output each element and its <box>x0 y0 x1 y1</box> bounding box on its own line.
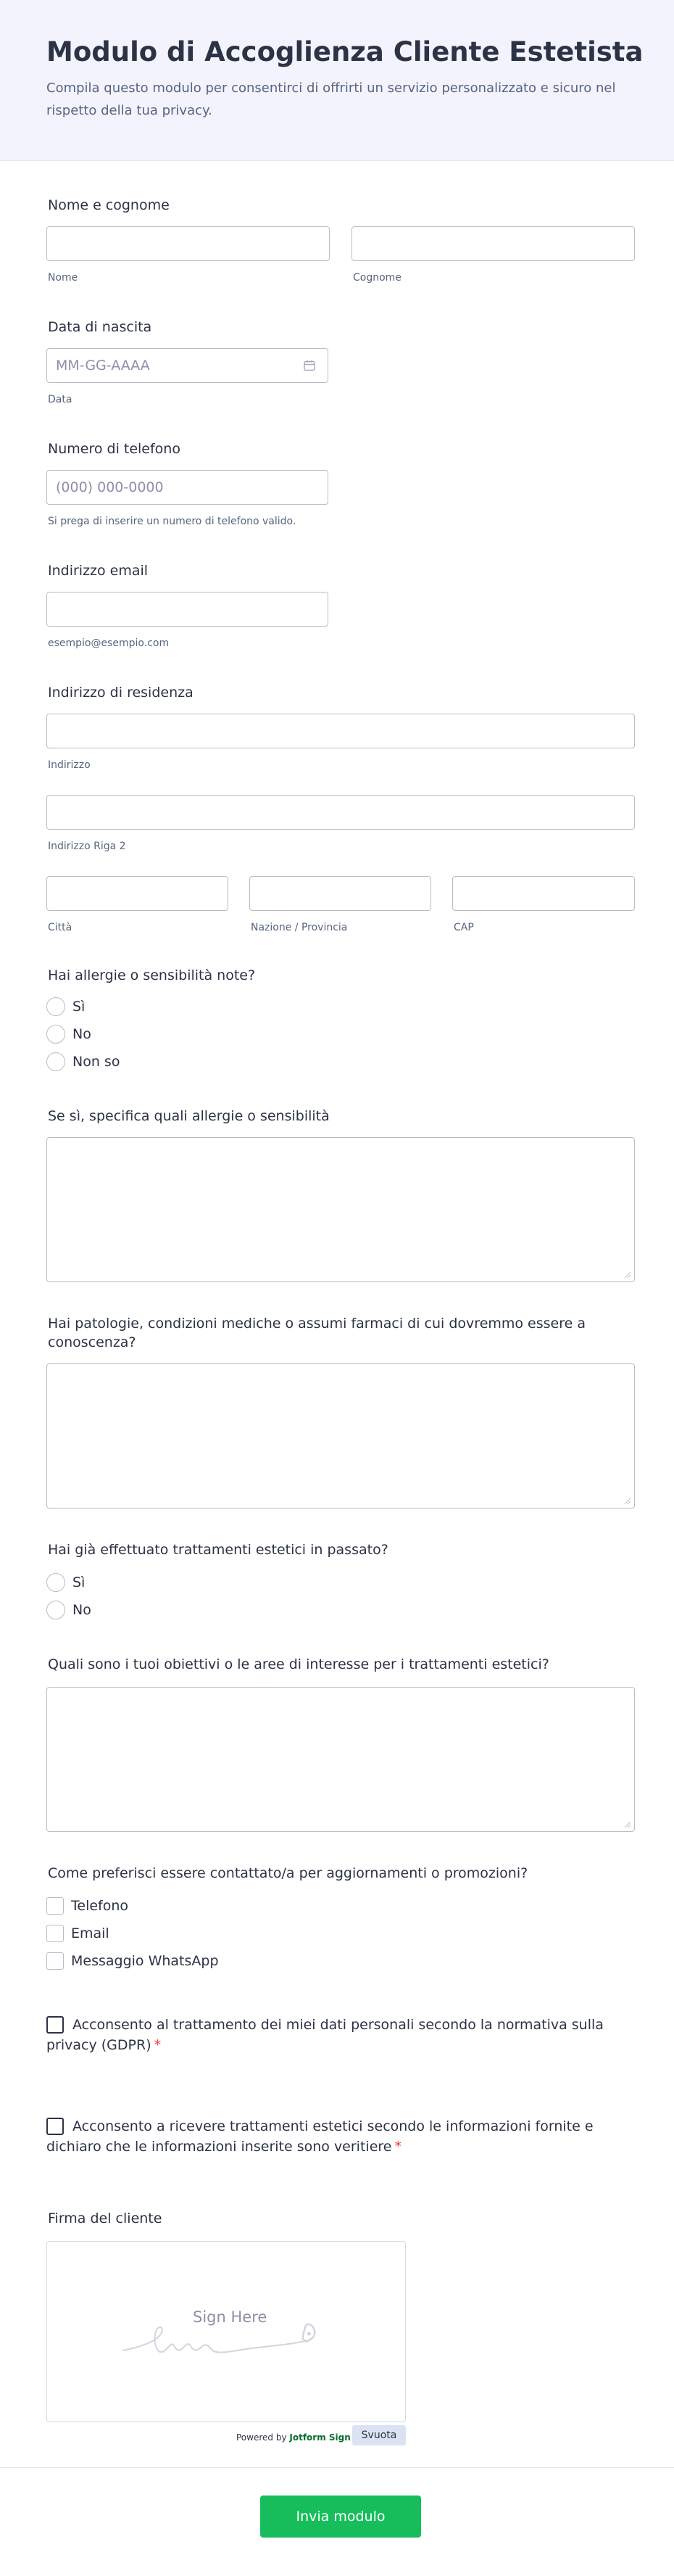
option-label: Sì <box>72 999 86 1015</box>
birthdate-input[interactable] <box>46 348 328 383</box>
contact-pref-option-email[interactable] <box>46 1923 109 1944</box>
email-label: Indirizzo email <box>48 563 149 579</box>
signature-scribble-icon <box>120 2307 337 2365</box>
contact-pref-option-whatsapp[interactable] <box>46 1951 219 1971</box>
form-header <box>0 0 674 161</box>
email-sublabel: esempio@esempio.com <box>48 637 170 649</box>
allergies-option-unknown[interactable] <box>46 1052 120 1072</box>
option-label: Email <box>71 1925 109 1941</box>
form-footer <box>0 2467 674 2576</box>
submit-button[interactable]: Invia modulo <box>260 2496 421 2538</box>
treatment-consent-checkbox[interactable] <box>46 2118 64 2135</box>
address-line2-input[interactable] <box>46 795 635 830</box>
city-input[interactable] <box>46 876 228 911</box>
radio-button[interactable] <box>46 1601 65 1619</box>
gdpr-consent-text: Acconsento al trattamento dei miei dati personali secondo la normativa sulla privacy (GDPR) <box>46 2017 604 2053</box>
name-label: Nome e cognome <box>48 197 170 213</box>
radio-button[interactable] <box>46 1025 65 1044</box>
allergies-option-no[interactable] <box>46 1024 91 1044</box>
state-input[interactable] <box>249 876 431 911</box>
option-label: Sì <box>72 1574 86 1590</box>
powered-prefix: Powered by <box>236 2432 287 2443</box>
allergies-label: Hai allergie o sensibilità note? <box>48 967 256 983</box>
address-label: Indirizzo di residenza <box>48 685 194 701</box>
checkbox[interactable] <box>46 1952 64 1970</box>
form-title: Modulo di Accoglienza Cliente Estetista <box>46 36 644 67</box>
calendar-icon[interactable] <box>303 359 316 372</box>
powered-by <box>236 2428 351 2447</box>
past-treatments-label: Hai già effettuato trattamenti estetici in passato? <box>48 1542 388 1558</box>
treatment-consent[interactable] <box>46 2116 612 2157</box>
goals-label: Quali sono i tuoi obiettivi o le aree di interesse per i trattamenti estetici? <box>48 1656 549 1672</box>
resize-grip-icon[interactable] <box>624 1271 631 1278</box>
state-sublabel: Nazione / Provincia <box>251 922 348 933</box>
phone-input[interactable] <box>46 470 328 505</box>
conditions-textarea[interactable] <box>46 1363 635 1508</box>
past-treatments-option-no[interactable] <box>46 1600 91 1620</box>
radio-button[interactable] <box>46 997 65 1016</box>
resize-grip-icon[interactable] <box>624 1498 631 1504</box>
past-treatments-option-yes[interactable] <box>46 1572 85 1593</box>
zip-sublabel: CAP <box>454 922 474 933</box>
email-input[interactable] <box>46 592 328 627</box>
goals-textarea[interactable] <box>46 1687 635 1832</box>
signature-pad[interactable] <box>46 2241 406 2422</box>
zip-input[interactable] <box>452 876 635 911</box>
required-mark: * <box>154 2037 162 2053</box>
radio-button[interactable] <box>46 1052 65 1071</box>
allergies-detail-label: Se sì, specifica quali allergie o sensibilità <box>48 1108 330 1124</box>
checkbox[interactable] <box>46 1897 64 1915</box>
option-label: Non so <box>72 1054 120 1070</box>
phone-label: Numero di telefono <box>48 441 180 457</box>
resize-grip-icon[interactable] <box>624 1821 631 1828</box>
option-label: No <box>72 1026 91 1042</box>
jotform-sign-brand[interactable]: Jotform Sign <box>289 2432 351 2443</box>
contact-pref-label: Come preferisci essere contattato/a per aggiornamenti o promozioni? <box>48 1865 528 1881</box>
gdpr-consent[interactable] <box>46 2015 612 2055</box>
signature-placeholder: Sign Here <box>193 2308 267 2326</box>
first-name-sublabel: Nome <box>48 272 78 284</box>
gdpr-checkbox[interactable] <box>46 2016 64 2034</box>
allergies-option-yes[interactable] <box>46 996 85 1017</box>
address-line1-input[interactable] <box>46 714 635 748</box>
form-subtitle: Compila questo modulo per consentirci di offrirti un servizio personalizzato e sicuro nel rispetto della tua privacy. <box>46 80 616 118</box>
required-mark: * <box>394 2139 402 2155</box>
treatment-consent-text: Acconsento a ricevere trattamenti estetici secondo le informazioni fornite e dichiaro che le informazioni inserite sono veritiere <box>46 2118 594 2155</box>
address-line2-sublabel: Indirizzo Riga 2 <box>48 841 126 852</box>
birthdate-sublabel: Data <box>48 394 72 405</box>
last-name-input[interactable] <box>351 226 635 261</box>
city-sublabel: Città <box>48 922 72 933</box>
signature-label: Firma del cliente <box>48 2210 162 2226</box>
last-name-sublabel: Cognome <box>353 272 402 284</box>
option-label: Messaggio WhatsApp <box>71 1953 219 1969</box>
first-name-input[interactable] <box>46 226 330 261</box>
allergies-detail-textarea[interactable] <box>46 1137 635 1282</box>
option-label: Telefono <box>71 1898 129 1914</box>
address-line1-sublabel: Indirizzo <box>48 759 91 771</box>
clear-signature-button[interactable]: Svuota <box>352 2425 406 2445</box>
radio-button[interactable] <box>46 1573 65 1592</box>
conditions-label: Hai patologie, condizioni mediche o assumi farmaci di cui dovremmo essere a conoscenza? <box>48 1316 586 1350</box>
birthdate-label: Data di nascita <box>48 319 152 335</box>
option-label: No <box>72 1602 91 1618</box>
phone-sublabel: Si prega di inserire un numero di telefono valido. <box>48 516 296 527</box>
checkbox[interactable] <box>46 1925 64 1942</box>
contact-pref-option-phone[interactable] <box>46 1896 128 1916</box>
